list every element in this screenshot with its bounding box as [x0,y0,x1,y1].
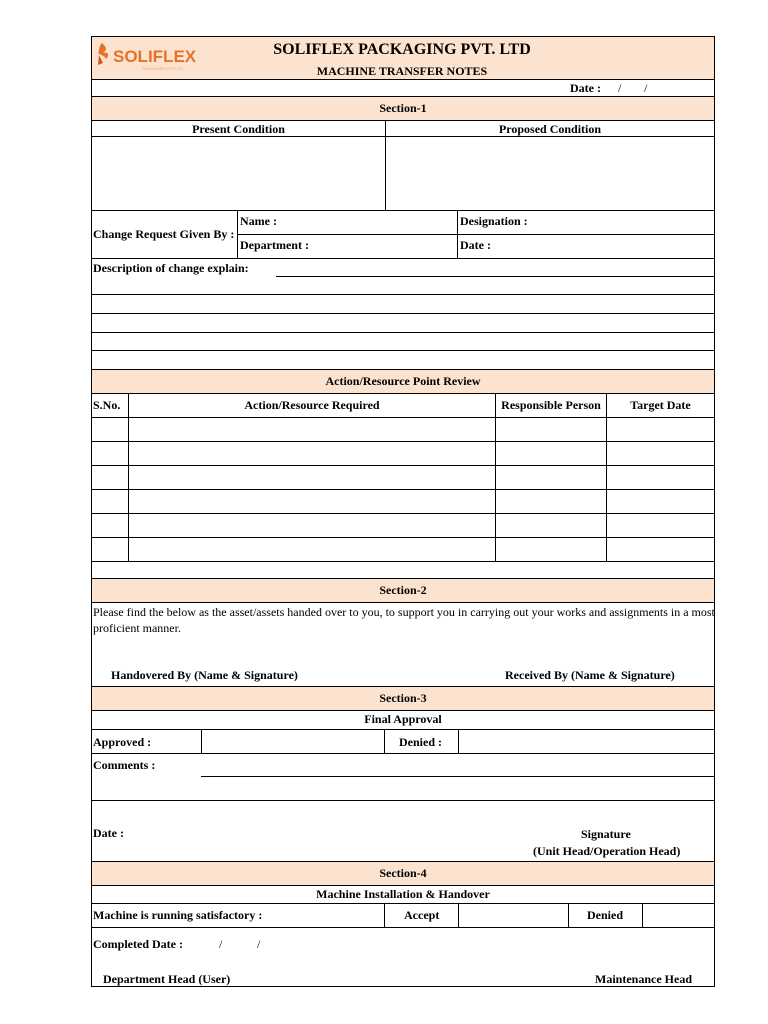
department-head-label: Department Head (User) [103,972,231,986]
comments-label: Comments : [93,758,156,772]
col-sno-header: S.No. [93,398,121,412]
company-logo [94,41,197,73]
proposed-condition-field[interactable] [386,137,714,210]
approved-label: Approved : [93,735,152,749]
logo-tagline: PACKAGING PVT LTD [142,66,183,71]
signature-role-label: (Unit Head/Operation Head) [533,844,681,858]
comments-line-2[interactable] [92,777,714,800]
section-2-title: Section-2 [379,583,427,597]
department-label: Department : [240,238,309,252]
final-approval-heading: Final Approval [364,712,442,726]
description-label: Description of change explain: [93,261,249,275]
denied-label: Denied : [399,735,442,749]
table-row[interactable] [92,466,714,489]
designation-field[interactable] [532,211,713,233]
table-row[interactable] [92,442,714,465]
name-label: Name : [240,214,277,228]
name-field[interactable] [288,211,456,233]
table-row[interactable] [92,418,714,441]
machine-running-label: Machine is running satisfactory : [93,908,263,922]
comments-field[interactable] [201,754,713,776]
approval-date-label: Date : [93,826,124,840]
signature-label: Signature [581,827,631,841]
company-name: SOLIFLEX PACKAGING PVT. LTD [273,41,531,58]
section-1-title: Section-1 [379,101,427,115]
request-date-field[interactable] [498,235,713,257]
col-action-header: Action/Resource Required [244,398,380,412]
description-field[interactable] [92,277,714,369]
header-date-field[interactable] [652,80,714,96]
request-date-label: Date : [460,238,491,252]
logo-wordmark: SOLIFLEX [113,47,197,66]
present-condition-field[interactable] [92,137,385,210]
change-request-label: Change Request Given By : [93,227,235,241]
designation-label: Designation : [460,214,528,228]
completed-date-slash-2: / [257,937,261,951]
col-target-date-header: Target Date [630,398,691,412]
handover-text-line-1: Please find the below as the asset/assets handed over to you, to support you in carrying out your works and assignments in a most [93,605,715,619]
header-date-label: Date : [570,81,601,95]
denied-field[interactable] [459,730,713,753]
header-date-slash-2: / [644,81,648,95]
accept-label: Accept [404,908,440,922]
machine-transfer-form [91,36,715,987]
col-responsible-header: Responsible Person [501,398,601,412]
table-row[interactable] [92,538,714,561]
section-4-title: Section-4 [379,866,427,880]
received-by-label: Received By (Name & Signature) [505,668,675,682]
accept-field[interactable] [459,904,568,927]
completed-date-label: Completed Date : [93,937,183,951]
completed-date-field[interactable] [192,930,292,952]
form-title: MACHINE TRANSFER NOTES [316,64,488,78]
action-review-title: Action/Resource Point Review [325,374,481,388]
table-row[interactable] [92,490,714,513]
handover-text-line-2: proficient manner. [93,621,181,635]
handovered-by-label: Handovered By (Name & Signature) [111,668,298,682]
installation-denied-field[interactable] [643,904,713,927]
approved-field[interactable] [202,730,384,753]
installation-denied-label: Denied [587,908,623,922]
description-line-1[interactable] [276,259,713,276]
section-3-title: Section-3 [379,691,427,705]
header-date-slash-1: / [618,81,622,95]
department-field[interactable] [312,235,456,257]
maintenance-head-label: Maintenance Head [595,972,692,986]
installation-handover-heading: Machine Installation & Handover [316,887,490,901]
proposed-condition-heading: Proposed Condition [498,122,602,136]
present-condition-heading: Present Condition [192,122,285,136]
completed-date-slash-1: / [219,937,223,951]
table-row[interactable] [92,514,714,537]
